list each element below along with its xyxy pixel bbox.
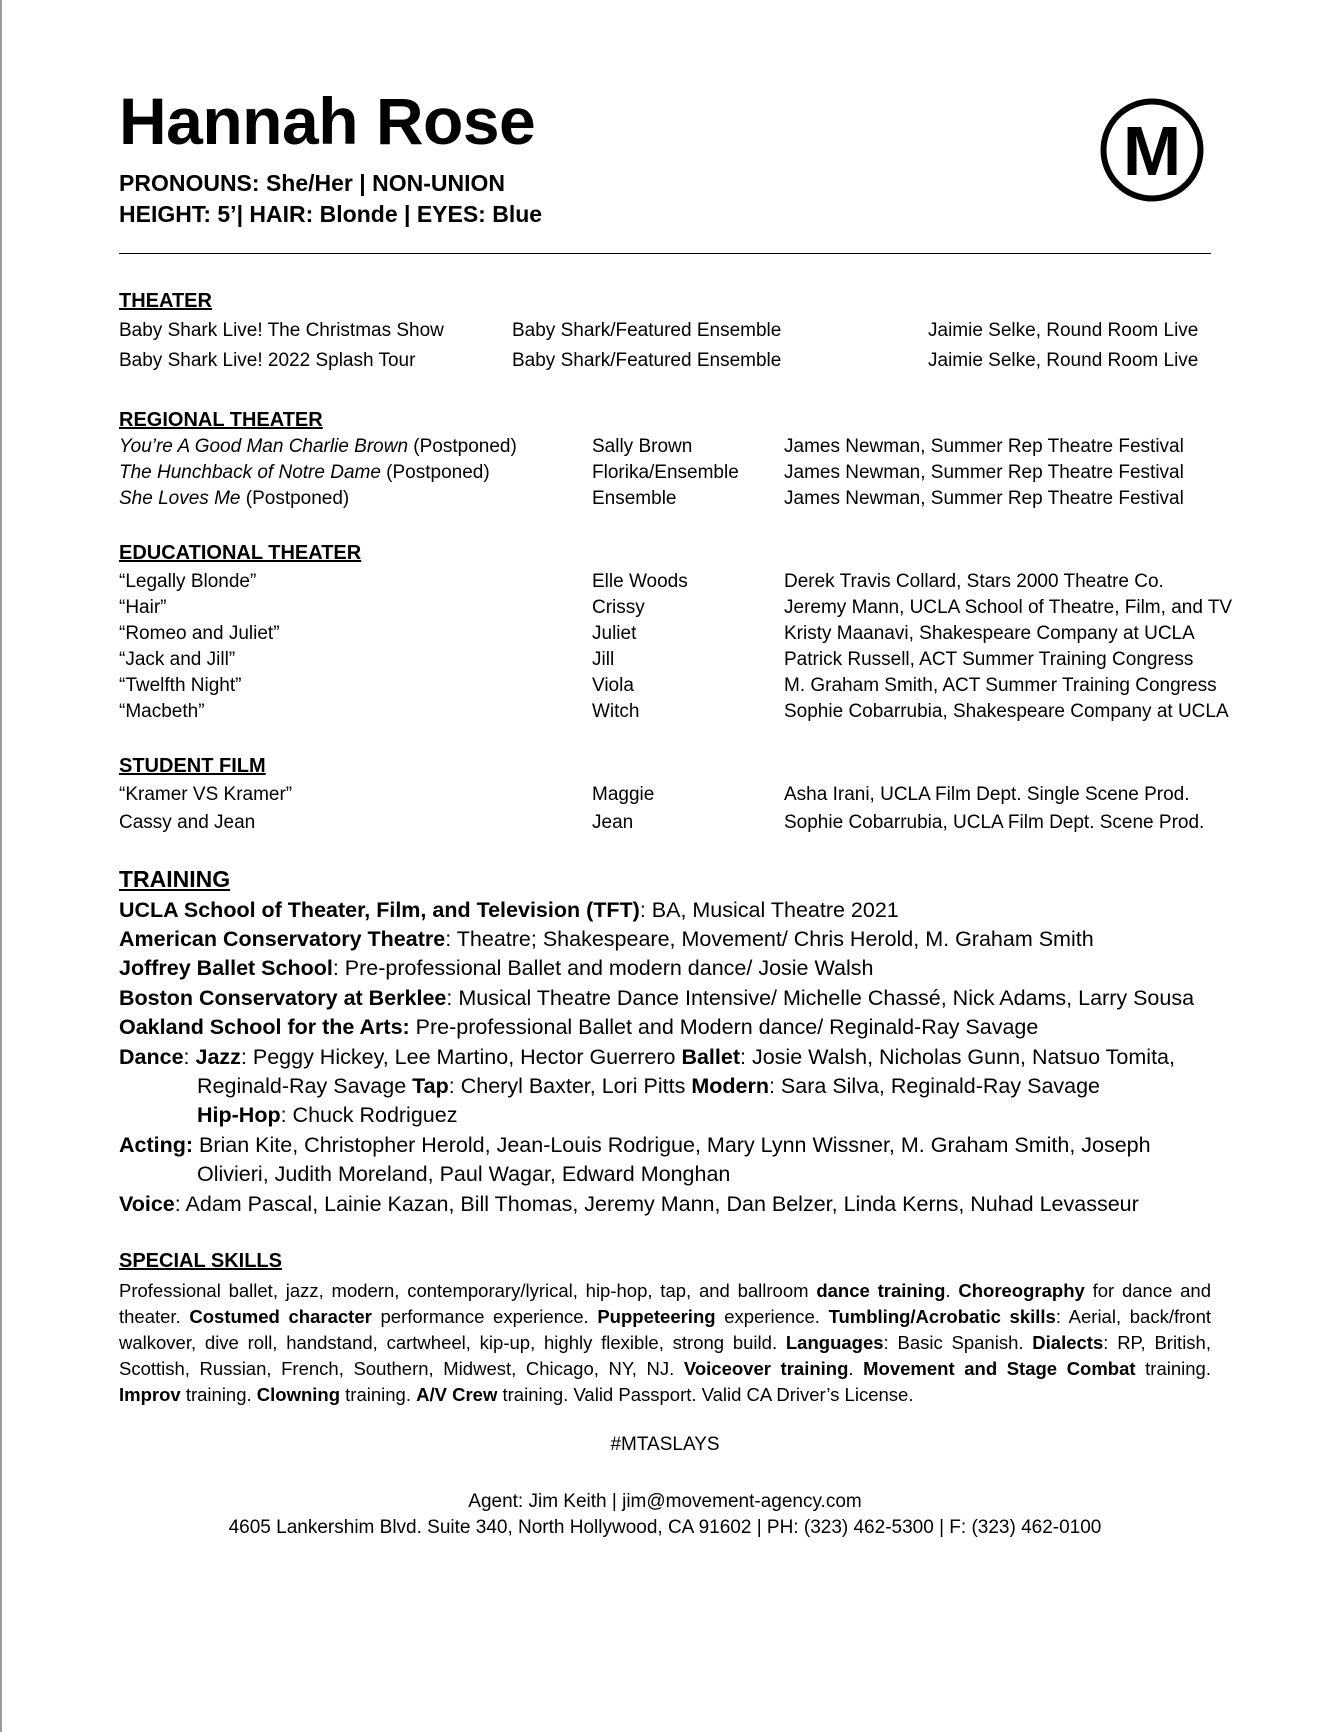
table-row <box>119 595 1254 621</box>
role: Maggie <box>592 784 655 805</box>
actor-stats <box>119 168 542 230</box>
director: M. Graham Smith, ACT Summer Training Congress <box>784 675 1217 696</box>
page-edge <box>0 0 2 1732</box>
dance-training-line: Reginald-Ray Savage Tap: Cheryl Baxter, Lori Pitts Modern: Sara Silva, Reginald-Ray Savage <box>197 1074 1101 1098</box>
acting-training-line: Acting: Brian Kite, Christopher Herold, Jean-Louis Rodrigue, Mary Lynn Wissner, M. Graham Smith, Joseph <box>119 1133 1151 1157</box>
role: Jill <box>592 649 615 670</box>
director: Jeremy Mann, UCLA School of Theatre, Film, and TV <box>784 597 1233 618</box>
director: Derek Travis Collard, Stars 2000 Theatre Co. <box>784 571 1164 592</box>
role: Florika/Ensemble <box>592 462 739 483</box>
table-row <box>119 699 1254 725</box>
role: Elle Woods <box>592 571 688 592</box>
table-row <box>119 673 1254 699</box>
director: James Newman, Summer Rep Theatre Festival <box>784 436 1184 457</box>
role: Baby Shark/Featured Ensemble <box>512 320 782 341</box>
regional-theater-heading: REGIONAL THEATER <box>119 409 323 431</box>
role: Crissy <box>592 597 645 618</box>
show-title: “Twelfth Night” <box>119 675 242 696</box>
training-line: Oakland School for the Arts: Pre-professional Ballet and Modern dance/ Reginald-Ray Savage <box>119 1015 1039 1039</box>
voice-training-line: Voice: Adam Pascal, Lainie Kazan, Bill Thomas, Jeremy Mann, Dan Belzer, Linda Kerns, Nuhad Levasseur <box>119 1192 1139 1216</box>
role: Juliet <box>592 623 637 644</box>
header-divider <box>119 253 1211 254</box>
show-title: Baby Shark Live! 2022 Splash Tour <box>119 350 416 371</box>
director: James Newman, Summer Rep Theatre Festival <box>784 488 1184 509</box>
show-title: “Hair” <box>119 597 167 618</box>
director: James Newman, Summer Rep Theatre Festival <box>784 462 1184 483</box>
show-title: “Jack and Jill” <box>119 649 236 670</box>
table-row <box>119 460 1254 486</box>
director: Jaimie Selke, Round Room Live <box>928 320 1199 341</box>
table-row <box>119 348 1254 374</box>
pronouns-union: PRONOUNS: She/Her | NON-UNION <box>119 170 505 196</box>
director: Jaimie Selke, Round Room Live <box>928 350 1199 371</box>
show-title: Baby Shark Live! The Christmas Show <box>119 320 444 341</box>
director: Asha Irani, UCLA Film Dept. Single Scene Prod. <box>784 784 1190 805</box>
table-row <box>119 569 1254 595</box>
hashtag: #MTASLAYS <box>610 1434 720 1455</box>
training-line: American Conservatory Theatre: Theatre; Shakespeare, Movement/ Chris Herold, M. Graham Smith <box>119 927 1094 951</box>
show-title: Cassy and Jean <box>119 812 256 833</box>
theater-heading: THEATER <box>119 290 212 312</box>
training-line: Boston Conservatory at Berklee: Musical Theatre Dance Intensive/ Michelle Chassé, Nick Adams, Larry Sousa <box>119 986 1195 1010</box>
director: Sophie Cobarrubia, Shakespeare Company at UCLA <box>784 701 1229 722</box>
table-row <box>119 647 1254 673</box>
show-title: “Romeo and Juliet” <box>119 623 280 644</box>
show-title: She Loves Me (Postponed) <box>119 488 350 509</box>
training-line: Joffrey Ballet School: Pre-professional Ballet and modern dance/ Josie Walsh <box>119 956 874 980</box>
agent-contact: Agent: Jim Keith | jim@movement-agency.com <box>468 1491 862 1512</box>
educational-theater-heading: EDUCATIONAL THEATER <box>119 542 362 564</box>
dance-training-line: Hip-Hop: Chuck Rodriguez <box>197 1103 458 1127</box>
role: Viola <box>592 675 634 696</box>
show-title: You’re A Good Man Charlie Brown (Postponed) <box>119 436 517 457</box>
table-row <box>119 434 1254 460</box>
special-skills-heading: SPECIAL SKILLS <box>119 1250 282 1272</box>
training-line: UCLA School of Theater, Film, and Television (TFT): BA, Musical Theatre 2021 <box>119 898 899 922</box>
acting-training-line: Olivieri, Judith Moreland, Paul Wagar, Edward Monghan <box>197 1162 731 1186</box>
agency-address: 4605 Lankershim Blvd. Suite 340, North Hollywood, CA 91602 | PH: (323) 462-5300 | F: (323) 462-0100 <box>228 1517 1102 1538</box>
show-title: “Legally Blonde” <box>119 571 257 592</box>
table-row <box>119 621 1254 647</box>
director: Sophie Cobarrubia, UCLA Film Dept. Scene Prod. <box>784 812 1205 833</box>
director: Kristy Maanavi, Shakespeare Company at UCLA <box>784 623 1195 644</box>
role: Baby Shark/Featured Ensemble <box>512 350 782 371</box>
director: Patrick Russell, ACT Summer Training Congress <box>784 649 1194 670</box>
dance-training-line: Dance: Jazz: Peggy Hickey, Lee Martino, Hector Guerrero Ballet: Josie Walsh, Nicholas Gunn, Natsuo Tomita, <box>119 1045 1175 1069</box>
role: Ensemble <box>592 488 677 509</box>
role: Sally Brown <box>592 436 693 457</box>
table-row <box>119 810 1254 836</box>
student-film-heading: STUDENT FILM <box>119 755 266 777</box>
training-heading: TRAINING <box>119 866 231 892</box>
show-title: “Macbeth” <box>119 701 205 722</box>
show-title: “Kramer VS Kramer” <box>119 784 293 805</box>
role: Witch <box>592 701 640 722</box>
svg-text:M: M <box>1122 112 1182 190</box>
table-row <box>119 782 1254 808</box>
show-title: The Hunchback of Notre Dame (Postponed) <box>119 462 490 483</box>
table-row <box>119 486 1254 512</box>
height-hair-eyes: HEIGHT: 5’| HAIR: Blonde | EYES: Blue <box>119 201 543 227</box>
special-skills-paragraph: Professional ballet, jazz, modern, contemporary/lyrical, hip-hop, tap, and ballroom dance training. Choreography for dance and theater. Costumed character performance experience. Puppeteering experience. Tumbling/Acrobatic skills: Aerial, back/front walkover, dive roll, handstand, cartwheel, kip-up, highly flexible, strong build. Languages: Basic Spanish. Dialects: RP, British, Scottish, Russian, French, Southern, Midwest, Chicago, NY, NJ. Voiceover training. Movement and Stage Combat training. Improv training. Clowning training. A/V Crew training. Valid Passport. Valid CA Driver’s License. <box>119 1280 1212 1405</box>
table-row <box>119 318 1254 344</box>
role: Jean <box>592 812 634 833</box>
actor-name: Hannah Rose <box>119 84 536 158</box>
movement-agency-m-logo-icon <box>1100 98 1204 202</box>
